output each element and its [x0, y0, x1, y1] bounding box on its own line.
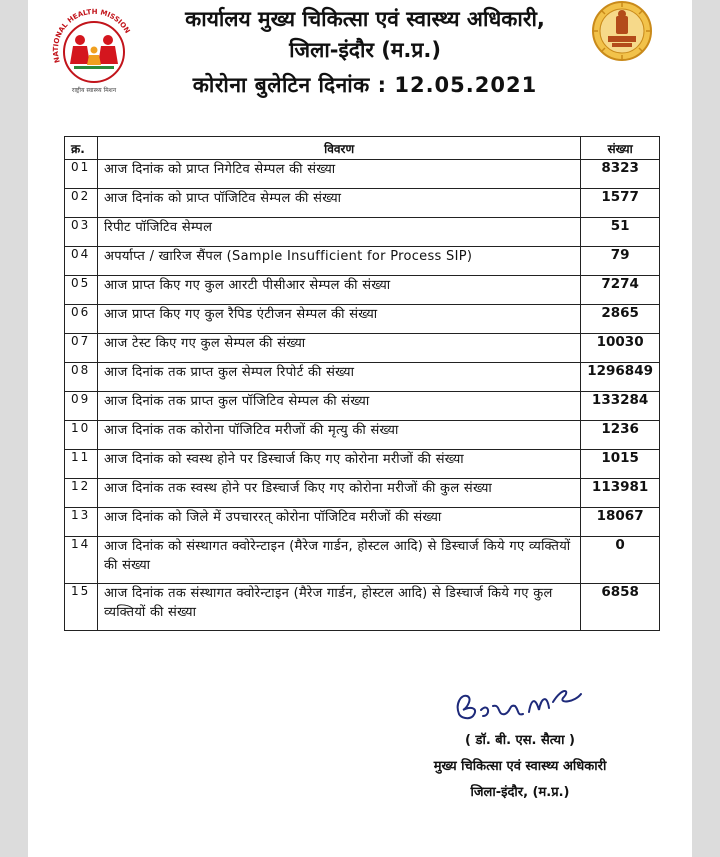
bulletin-label: कोरोना बुलेटिन दिनांक :	[192, 73, 387, 97]
table-row	[65, 450, 660, 479]
row-count: 2865	[581, 305, 660, 334]
logo-ring-text: NATIONAL HEALTH MISSION	[51, 8, 132, 64]
row-serial: 13	[65, 508, 98, 537]
row-serial: 08	[65, 363, 98, 392]
national-health-mission-logo	[44, 8, 144, 96]
table-row	[65, 305, 660, 334]
table-row	[65, 392, 660, 421]
document-header	[150, 4, 580, 102]
bulletin-title	[150, 68, 580, 102]
row-description: आज दिनांक तक कोरोना पॉजिटिव मरीजों की मृत्यु की संख्या	[98, 421, 581, 450]
row-description: आज दिनांक को जिले में उपचाररत् कोरोना पॉजिटिव मरीजों की संख्या	[98, 508, 581, 537]
row-serial: 14	[65, 537, 98, 584]
row-description: आज दिनांक तक स्वस्थ होने पर डिस्चार्ज किए गए कोरोना मरीजों की कुल संख्या	[98, 479, 581, 508]
table-row	[65, 334, 660, 363]
row-count: 113981	[581, 479, 660, 508]
row-count: 133284	[581, 392, 660, 421]
table-row	[65, 160, 660, 189]
row-count: 1577	[581, 189, 660, 218]
table-row	[65, 584, 660, 631]
table-row	[65, 479, 660, 508]
header-count: संख्या	[581, 137, 660, 160]
row-description: आज दिनांक तक प्राप्त कुल सेम्पल रिपोर्ट की संख्या	[98, 363, 581, 392]
bulletin-table	[64, 136, 660, 631]
row-count: 1236	[581, 421, 660, 450]
office-title: कार्यालय मुख्य चिकित्सा एवं स्वास्थ्य अधिकारी,	[185, 7, 545, 31]
table-row	[65, 247, 660, 276]
row-count: 6858	[581, 584, 660, 631]
table-header-row	[65, 137, 660, 160]
row-count: 8323	[581, 160, 660, 189]
row-serial: 06	[65, 305, 98, 334]
row-serial: 11	[65, 450, 98, 479]
signature-block	[400, 676, 640, 800]
row-count: 79	[581, 247, 660, 276]
row-serial: 03	[65, 218, 98, 247]
signatory-place: जिला-इंदौर, (म.प्र.)	[470, 785, 570, 800]
header-serial: क्र.	[65, 137, 98, 160]
table-row	[65, 508, 660, 537]
table-row	[65, 276, 660, 305]
row-description: रिपीट पॉजिटिव सेम्पल	[98, 218, 581, 247]
signatory-name: ( डॉ. बी. एस. सैत्या )	[465, 733, 575, 748]
header-description: विवरण	[98, 137, 581, 160]
table-row	[65, 537, 660, 584]
row-count: 1015	[581, 450, 660, 479]
madhya-pradesh-emblem-icon	[586, 0, 658, 62]
row-count: 0	[581, 537, 660, 584]
table-row	[65, 363, 660, 392]
signatory-designation: मुख्य चिकित्सा एवं स्वास्थ्य अधिकारी	[433, 759, 607, 774]
row-description: आज दिनांक को प्राप्त निगेटिव सेम्पल की संख्या	[98, 160, 581, 189]
row-serial: 12	[65, 479, 98, 508]
row-description: आज दिनांक को स्वस्थ होने पर डिस्चार्ज किए गए कोरोना मरीजों की संख्या	[98, 450, 581, 479]
row-serial: 05	[65, 276, 98, 305]
bulletin-date: 12.05.2021	[394, 73, 538, 97]
handwritten-signature	[445, 676, 595, 728]
row-serial: 02	[65, 189, 98, 218]
table-row	[65, 421, 660, 450]
office-district: जिला-इंदौर (म.प्र.)	[289, 38, 441, 62]
row-serial: 10	[65, 421, 98, 450]
row-serial: 09	[65, 392, 98, 421]
row-serial: 01	[65, 160, 98, 189]
row-count: 7274	[581, 276, 660, 305]
table-row	[65, 189, 660, 218]
row-description: आज टेस्ट किए गए कुल सेम्पल की संख्या	[98, 334, 581, 363]
logo-subtext: राष्ट्रीय स्वास्थ्य मिशन	[71, 87, 117, 94]
row-description: अपर्याप्त / खारिज सैंपल (Sample Insufficient for Process SIP)	[98, 247, 581, 276]
row-description: आज दिनांक को प्राप्त पॉजिटिव सेम्पल की संख्या	[98, 189, 581, 218]
row-count: 1296849	[581, 363, 660, 392]
row-description: आज दिनांक को संस्थागत क्वोरेन्टाइन (मैरेज गार्डन, होस्टल आदि) से डिस्चार्ज किये गए व्यक्तियों की संख्या	[98, 537, 581, 584]
row-serial: 15	[65, 584, 98, 631]
row-description: आज प्राप्त किए गए कुल रैपिड एंटीजन सेम्पल की संख्या	[98, 305, 581, 334]
row-count: 10030	[581, 334, 660, 363]
row-count: 51	[581, 218, 660, 247]
row-serial: 04	[65, 247, 98, 276]
row-description: आज प्राप्त किए गए कुल आरटी पीसीआर सेम्पल की संख्या	[98, 276, 581, 305]
table-row	[65, 218, 660, 247]
row-serial: 07	[65, 334, 98, 363]
row-description: आज दिनांक तक संस्थागत क्वोरेन्टाइन (मैरेज गार्डन, होस्टल आदि) से डिस्चार्ज किये गए कुल व्यक्तियों की संख्या	[98, 584, 581, 631]
row-count: 18067	[581, 508, 660, 537]
row-description: आज दिनांक तक प्राप्त कुल पॉजिटिव सेम्पल की संख्या	[98, 392, 581, 421]
